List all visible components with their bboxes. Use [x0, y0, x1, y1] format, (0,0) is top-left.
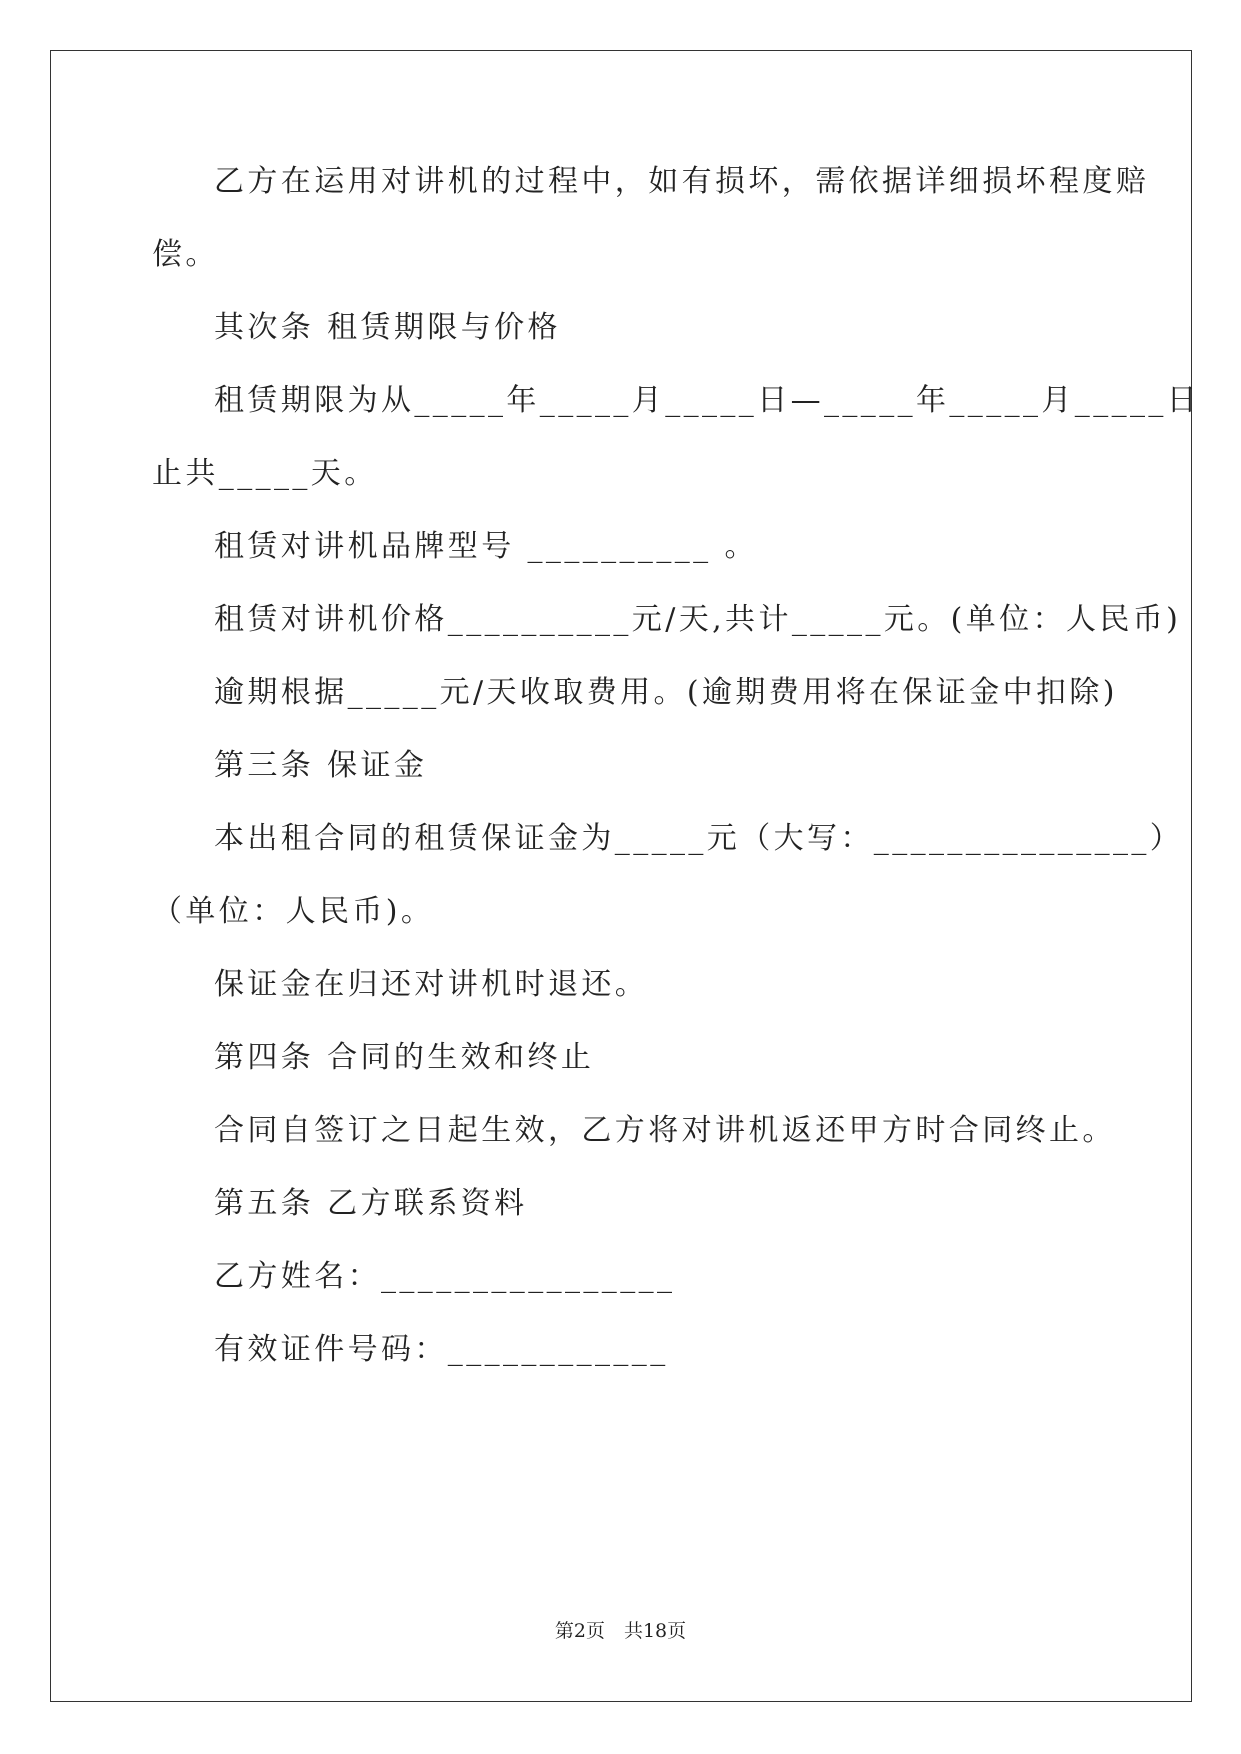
paragraph-price: 租赁对讲机价格__________元/天,共计_____元。(单位：人民币) [214, 602, 1182, 637]
page-number: 第2页 共18页 [554, 1620, 687, 1642]
paragraph-deposit-line2: （单位：人民币)。 [152, 894, 435, 929]
heading-article-4: 第四条 合同的生效和终止 [214, 1040, 595, 1075]
field-id-number: 有效证件号码：____________ [214, 1332, 669, 1367]
paragraph-deposit-refund: 保证金在归还对讲机时退还。 [214, 967, 649, 1002]
page-frame [50, 50, 1192, 1702]
field-party-b-name: 乙方姓名：________________ [214, 1259, 676, 1294]
paragraph-overdue: 逾期根据_____元/天收取费用。(逾期费用将在保证金中扣除) [214, 675, 1118, 710]
heading-article-2: 其次条 租赁期限与价格 [214, 310, 561, 345]
paragraph-term-line1: 租赁期限为从_____年_____月_____日—_____年_____月_____日 [214, 383, 1201, 418]
paragraph-damage-line1: 乙方在运用对讲机的过程中，如有损坏，需依据详细损坏程度赔 [214, 164, 1150, 199]
heading-article-3: 第三条 保证金 [214, 748, 428, 783]
paragraph-effect: 合同自签订之日起生效，乙方将对讲机返还甲方时合同终止。 [214, 1113, 1116, 1148]
paragraph-damage-line2: 偿。 [152, 237, 219, 272]
heading-article-5: 第五条 乙方联系资料 [214, 1186, 528, 1221]
paragraph-model: 租赁对讲机品牌型号 __________ 。 [214, 529, 758, 564]
paragraph-term-line2: 止共_____天。 [152, 456, 378, 491]
paragraph-deposit-line1: 本出租合同的租赁保证金为_____元（大写：_______________） [214, 821, 1184, 856]
